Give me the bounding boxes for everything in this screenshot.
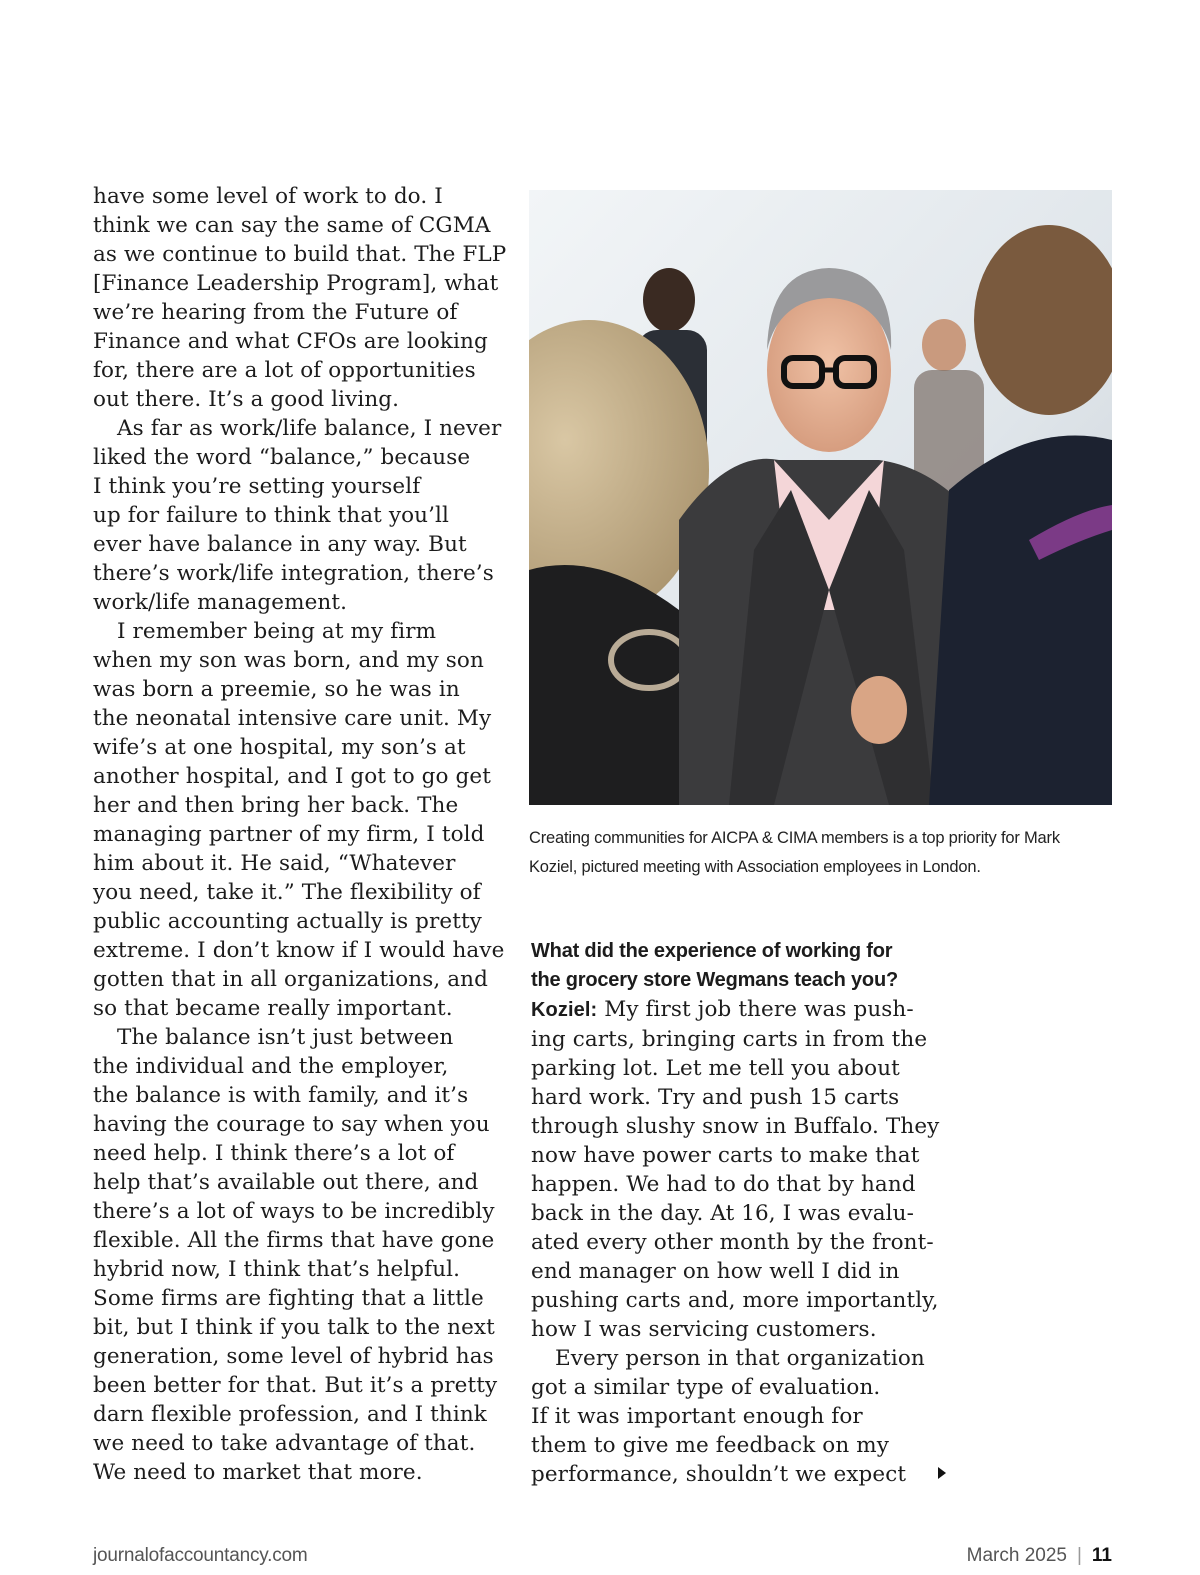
body-line: when my son was born, and my son <box>93 648 484 673</box>
body-line: have some level of work to do. I <box>93 184 443 209</box>
body-line: having the courage to say when you <box>93 1112 490 1137</box>
body-line: there’s a lot of ways to be incredibly <box>93 1199 495 1224</box>
folio-separator: | <box>1076 1545 1082 1566</box>
body-line: back in the day. At 16, I was evalu- <box>531 1201 914 1226</box>
body-line: there’s work/life integration, there’s <box>93 561 494 586</box>
body-line: public accounting actually is pretty <box>93 909 482 934</box>
body-line: I think you’re setting yourself <box>93 474 421 499</box>
answer-first-line <box>531 995 951 1025</box>
body-line: the individual and the employer, <box>93 1054 449 1079</box>
body-line: another hospital, and I got to go get <box>93 764 491 789</box>
body-line: the balance is with family, and it’s <box>93 1083 469 1108</box>
body-line: bit, but I think if you talk to the next <box>93 1315 495 1340</box>
paragraph-start-line: As far as work/life balance, I never <box>117 416 502 441</box>
body-line: think we can say the same of CGMA <box>93 213 491 238</box>
body-line: up for failure to think that you’ll <box>93 503 449 528</box>
body-line: out there. It’s a good living. <box>93 387 400 412</box>
body-line: hard work. Try and push 15 carts <box>531 1085 900 1110</box>
interview-question: What did the experience of working for <box>531 940 893 962</box>
continue-arrow-icon <box>938 1467 946 1479</box>
interview-question: the grocery store Wegmans teach you? <box>531 969 898 991</box>
body-line: end manager on how well I did in <box>531 1259 900 1284</box>
body-line: We need to market that more. <box>93 1460 423 1485</box>
footer-folio <box>967 1545 1112 1567</box>
body-line: help that’s available out there, and <box>93 1170 479 1195</box>
body-line: ever have balance in any way. But <box>93 532 467 557</box>
caption-line: Koziel, pictured meeting with Association employees in London. <box>529 858 981 876</box>
body-line: you need, take it.” The flexibility of <box>93 880 481 905</box>
body-line: need help. I think there’s a lot of <box>93 1141 455 1166</box>
body-line: for, there are a lot of opportunities <box>93 358 476 383</box>
body-line: happen. We had to do that by hand <box>531 1172 916 1197</box>
paragraph-start-line: I remember being at my firm <box>117 619 437 644</box>
body-line: ing carts, bringing carts in from the <box>531 1027 928 1052</box>
body-line: flexible. All the firms that have gone <box>93 1228 495 1253</box>
photo-illustration <box>529 190 1112 805</box>
article-right-column <box>531 937 951 1489</box>
answer-text: My first job there was push- <box>597 997 914 1022</box>
body-line: got a similar type of evaluation. <box>531 1375 881 1400</box>
body-line: work/life management. <box>93 590 348 615</box>
body-line: performance, shouldn’t we expect <box>531 1462 907 1487</box>
body-line: been better for that. But it’s a pretty <box>93 1373 498 1398</box>
body-line: hybrid now, I think that’s helpful. <box>93 1257 461 1282</box>
body-line: ated every other month by the front- <box>531 1230 934 1255</box>
caption-line: Creating communities for AICPA & CIMA members is a top priority for Mark <box>529 829 1060 847</box>
speaker-name: Koziel: <box>531 999 598 1021</box>
body-line: through slushy snow in Buffalo. They <box>531 1114 940 1139</box>
body-line: managing partner of my firm, I told <box>93 822 485 847</box>
body-line: her and then bring her back. The <box>93 793 459 818</box>
body-line: darn flexible profession, and I think <box>93 1402 487 1427</box>
paragraph-start-line: The balance isn’t just between <box>117 1025 454 1050</box>
body-line: If it was important enough for <box>531 1404 863 1429</box>
body-line: [Finance Leadership Program], what <box>93 271 499 296</box>
body-line: Some firms are fighting that a little <box>93 1286 484 1311</box>
body-line: so that became really important. <box>93 996 453 1021</box>
article-left-column <box>93 182 513 1487</box>
photo-caption <box>529 824 1119 882</box>
body-line: liked the word “balance,” because <box>93 445 471 470</box>
body-line: extreme. I don’t know if I would have <box>93 938 505 963</box>
body-line: gotten that in all organizations, and <box>93 967 488 992</box>
footer-website: journalofaccountancy.com <box>93 1545 308 1566</box>
body-line: them to give me feedback on my <box>531 1433 889 1458</box>
body-line: parking lot. Let me tell you about <box>531 1056 900 1081</box>
body-line: the neonatal intensive care unit. My <box>93 706 492 731</box>
body-line: now have power carts to make that <box>531 1143 920 1168</box>
body-line: was born a preemie, so he was in <box>93 677 460 702</box>
body-line: how I was servicing customers. <box>531 1317 877 1342</box>
body-line: pushing carts and, more importantly, <box>531 1288 939 1313</box>
page-number: 11 <box>1091 1545 1112 1566</box>
body-line: as we continue to build that. The FLP <box>93 242 507 267</box>
body-line: generation, some level of hybrid has <box>93 1344 494 1369</box>
body-line: we’re hearing from the Future of <box>93 300 458 325</box>
body-line: we need to take advantage of that. <box>93 1431 476 1456</box>
body-line: him about it. He said, “Whatever <box>93 851 456 876</box>
article-photo <box>529 190 1112 805</box>
issue-date: March 2025 <box>966 1545 1067 1566</box>
body-line: wife’s at one hospital, my son’s at <box>93 735 466 760</box>
body-line: Finance and what CFOs are looking <box>93 329 488 354</box>
paragraph-start-line: Every person in that organization <box>555 1346 925 1371</box>
